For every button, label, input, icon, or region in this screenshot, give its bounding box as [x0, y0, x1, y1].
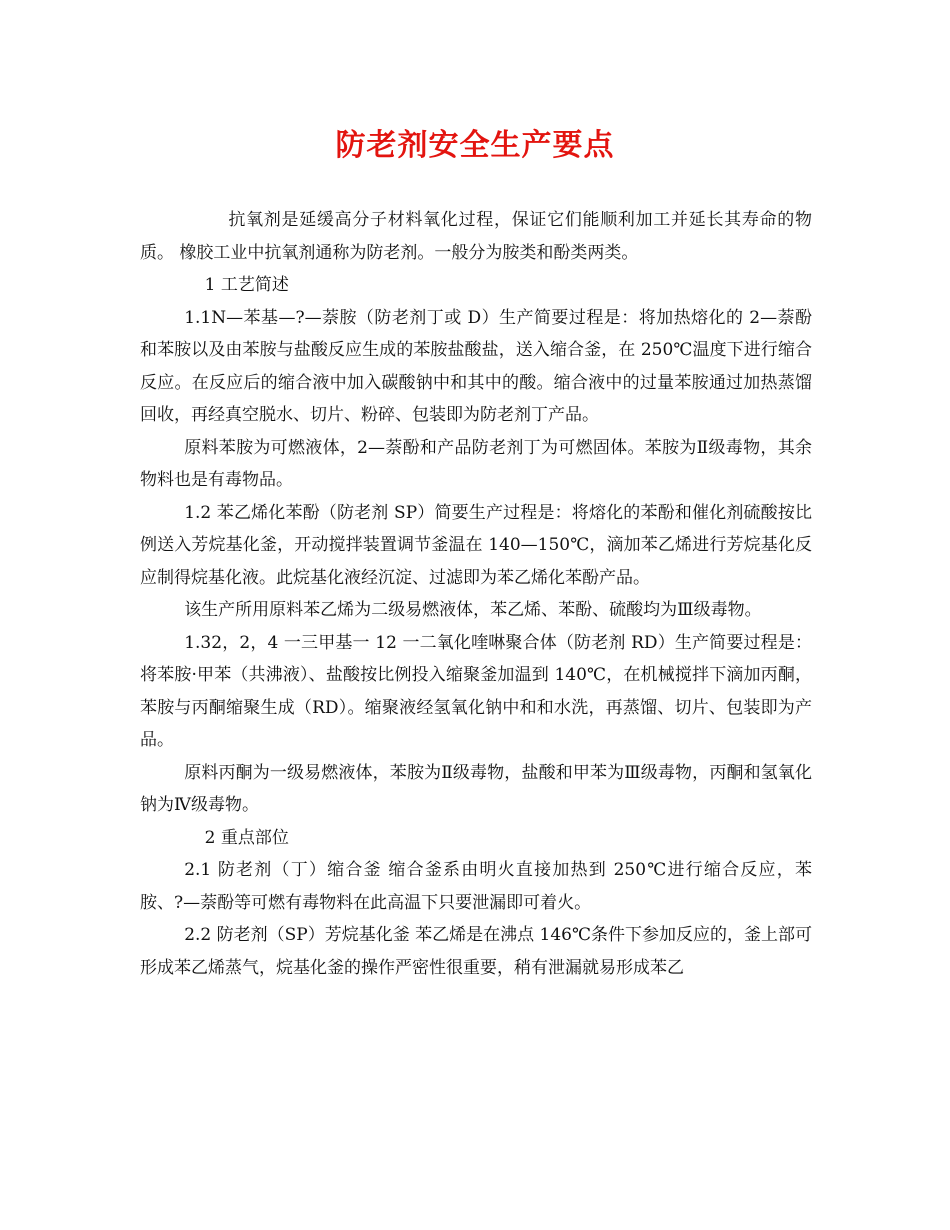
paragraph-1-2-materials: 该生产所用原料苯乙烯为二级易燃液体，苯乙烯、苯酚、硫酸均为Ⅲ级毒物。 [184, 600, 762, 620]
document-title: 防老剂安全生产要点 [335, 128, 615, 163]
section-heading-process: 1 工艺简述 [204, 275, 289, 295]
section-heading-key-areas: 2 重点部位 [204, 827, 289, 848]
paragraph-1-2: 1.2 苯乙烯化苯酚（防老剂 SP）简要生产过程是：将熔化的苯酚和催化剂硫酸按比例送入芳烷基化釜，开动搅拌装置调节釜温在 140—150℃，滴加苯乙烯进行芳烷基化反应制得烷基化液。此烷基化液经沉淀、过滤即为苯乙烯化苯酚产品。 [140, 502, 812, 588]
document-body [140, 204, 812, 984]
paragraph-1-3: 1.32，2，4 一三甲基一 12 一二氧化喹啉聚合体（防老剂 RD）生产简要过程是：将苯胺·甲苯（共沸液）、盐酸按比例投入缩聚釜加温到 140℃，在机械搅拌下滴加丙酮，苯胺与丙酮缩聚生成（RD）。缩聚液经氢氧化钠中和和水洗，再蒸馏、切片、包装即为产品。 [140, 632, 812, 750]
paragraph-1-1: 1.1N—苯基—?—萘胺（防老剂丁或 D）生产简要过程是：将加热熔化的 2—萘酚和苯胺以及由苯胺与盐酸反应生成的苯胺盐酸盐，送入缩合釜，在 250℃温度下进行缩合反应。在反应后的缩合液中加入碳酸钠中和其中的酸。缩合液中的过量苯胺通过加热蒸馏回收，再经真空脱水、切片、粉碎、包装即为防老剂丁产品。 [140, 307, 812, 425]
paragraph-2-2: 2.2 防老剂（SP）芳烷基化釜 苯乙烯是在沸点 146℃条件下参加反应的，釜上部可形成苯乙烯蒸气，烷基化釜的操作严密性很重要，稍有泄漏就易形成苯乙 [140, 925, 812, 978]
paragraph-intro: 抗氧剂是延缓高分子材料氧化过程，保证它们能顺利加工并延长其寿命的物质。 橡胶工业中抗氧剂通称为防老剂。一般分为胺类和酚类两类。 [140, 210, 812, 263]
paragraph-1-1-materials: 原料苯胺为可燃液体，2—萘酚和产品防老剂丁为可燃固体。苯胺为Ⅱ级毒物，其余物料也是有毒物品。 [140, 437, 812, 490]
paragraph-1-3-materials: 原料丙酮为一级易燃液体，苯胺为Ⅱ级毒物，盐酸和甲苯为Ⅲ级毒物，丙酮和氢氧化钠为Ⅳ级毒物。 [140, 762, 812, 815]
paragraph-2-1: 2.1 防老剂（丁）缩合釜 缩合釜系由明火直接加热到 250℃进行缩合反应，苯胺、?—萘酚等可燃有毒物料在此高温下只要泄漏即可着火。 [140, 860, 812, 913]
